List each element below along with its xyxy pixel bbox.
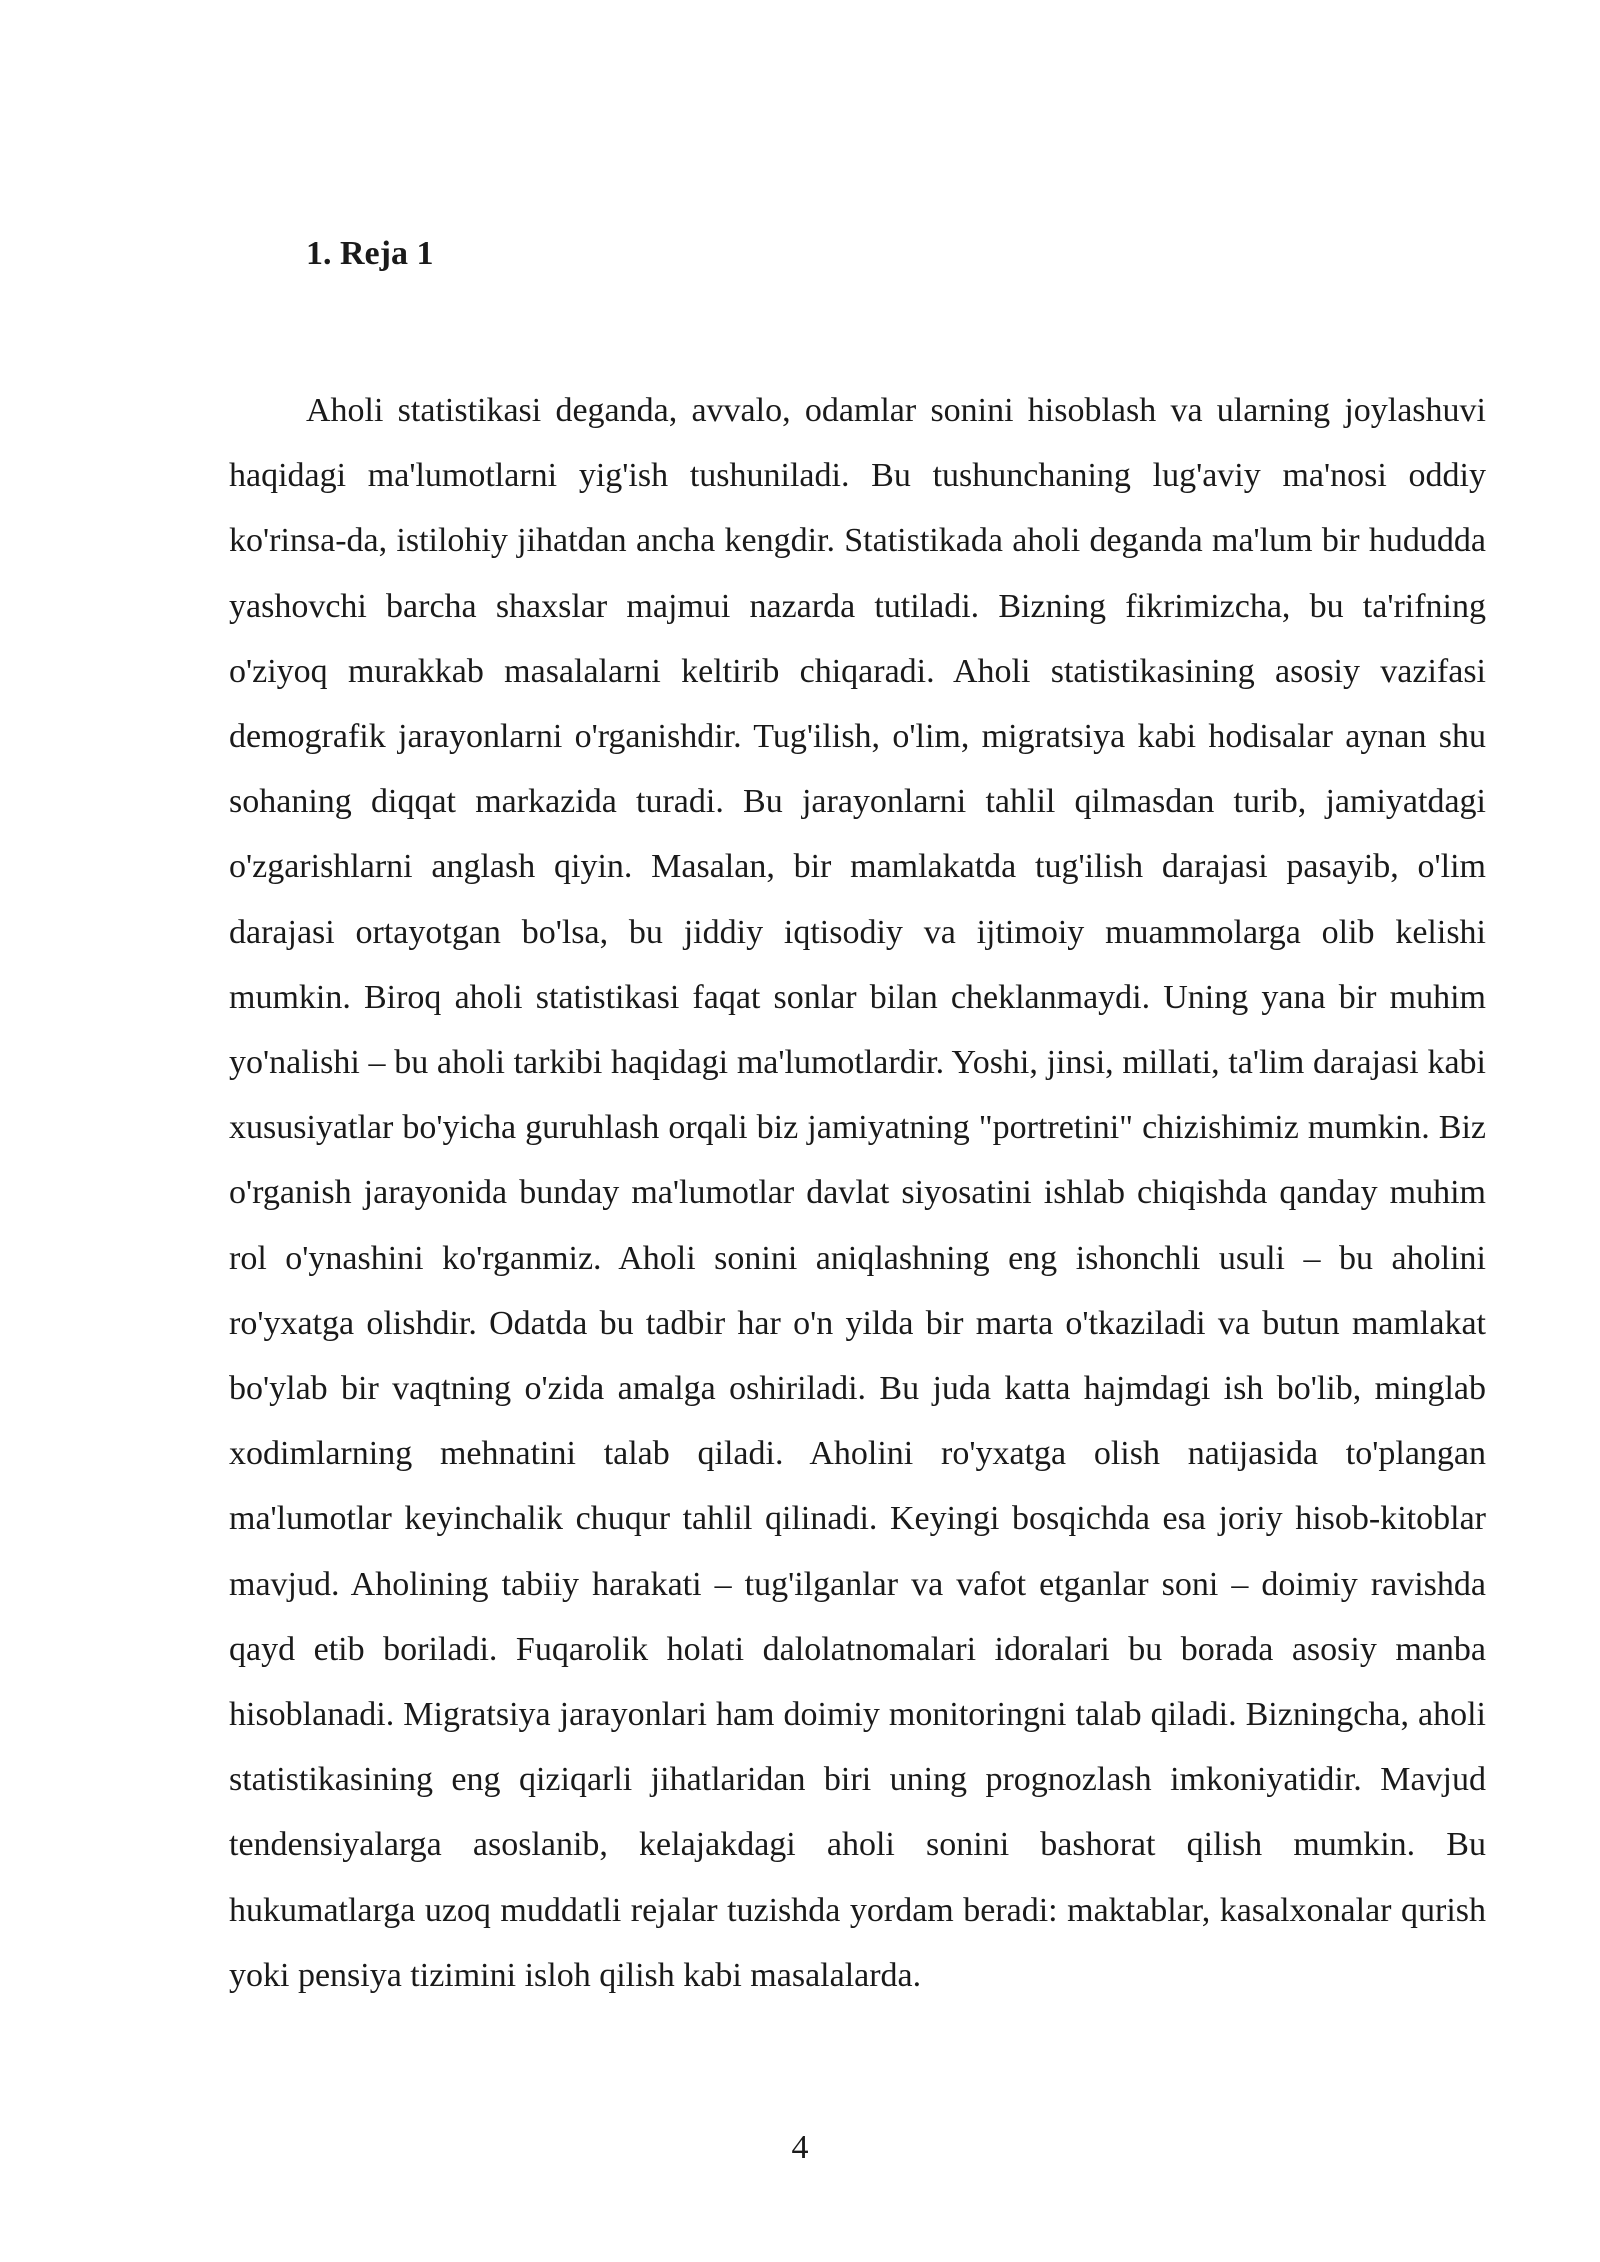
section-heading: 1. Reja 1 [306,235,434,272]
page-number: 4 [791,2129,809,2166]
body-paragraph: Aholi statistikasi deganda, avvalo, odamlar sonini hisoblash va ularning joylashuvi haqidagi ma'lumotlarni yig'ish tushuniladi. Bu tushunchaning lug'aviy ma'nosi oddiy ko'rinsa-da, istilohiy jihatdan ancha kengdir. Statistikada aholi deganda ma'lum bir hududda yashovchi barcha shaxslar majmui nazarda tutiladi. Bizning fikrimizcha, bu ta'rifning o'ziyoq murakkab masalalarni keltirib chiqaradi. Aholi statistikasining asosiy vazifasi demografik jarayonlarni o'rganishdir. Tug'ilish, o'lim, migratsiya kabi hodisalar aynan shu sohaning diqqat markazida turadi. Bu jarayonlarni tahlil qilmasdan turib, jamiyatdagi o'zgarishlarni anglash qiyin. Masalan, bir mamlakatda tug'ilish darajasi pasayib, o'lim darajasi ortayotgan bo'lsa, bu jiddiy iqtisodiy va ijtimoiy muammolarga olib kelishi mumkin. Biroq aholi statistikasi faqat sonlar bilan cheklanmaydi. Uning yana bir muhim yo'nalishi – bu aholi tarkibi haqidagi ma'lumotlardir. Yoshi, jinsi, millati, ta'lim darajasi kabi xususiyatlar bo'yicha guruhlash orqali biz jamiyatning "portretini" chizishimiz mumkin. Biz o'rganish jarayonida bunday ma'lumotlar davlat siyosatini ishlab chiqishda qanday muhim rol o'ynashini ko'rganmiz. Aholi sonini aniqlashning eng ishonchli usuli – bu aholini ro'yxatga olishdir. Odatda bu tadbir har o'n yilda bir marta o'tkaziladi va butun mamlakat bo'ylab bir vaqtning o'zida amalga oshiriladi. Bu juda katta hajmdagi ish bo'lib, minglab xodimlarning mehnatini talab qiladi. Aholini ro'yxatga olish natijasida to'plangan ma'lumotlar keyinchalik chuqur tahlil qilinadi. Keyingi bosqichda esa joriy hisob-kitoblar mavjud. Aholining tabiiy harakati – tug'ilganlar va vafot etganlar soni – doimiy ravishda qayd etib boriladi. Fuqarolik holati dalolatnomalari idoralari bu borada asosiy manba hisoblanadi. Migratsiya jarayonlari ham doimiy monitoringni talab qiladi. Bizningcha, aholi statistikasining eng qiziqarli jihatlaridan biri uning prognozlash imkoniyatidir. Mavjud tendensiyalarga asoslanib, kelajakdagi aholi sonini bashorat qilish mumkin. Bu hukumatlarga uzoq muddatli rejalar tuzishda yordam beradi: maktablar, kasalxonalar qurish yoki pensiya tizimini isloh qilish kabi masalalarda. [229,392,1486,1994]
